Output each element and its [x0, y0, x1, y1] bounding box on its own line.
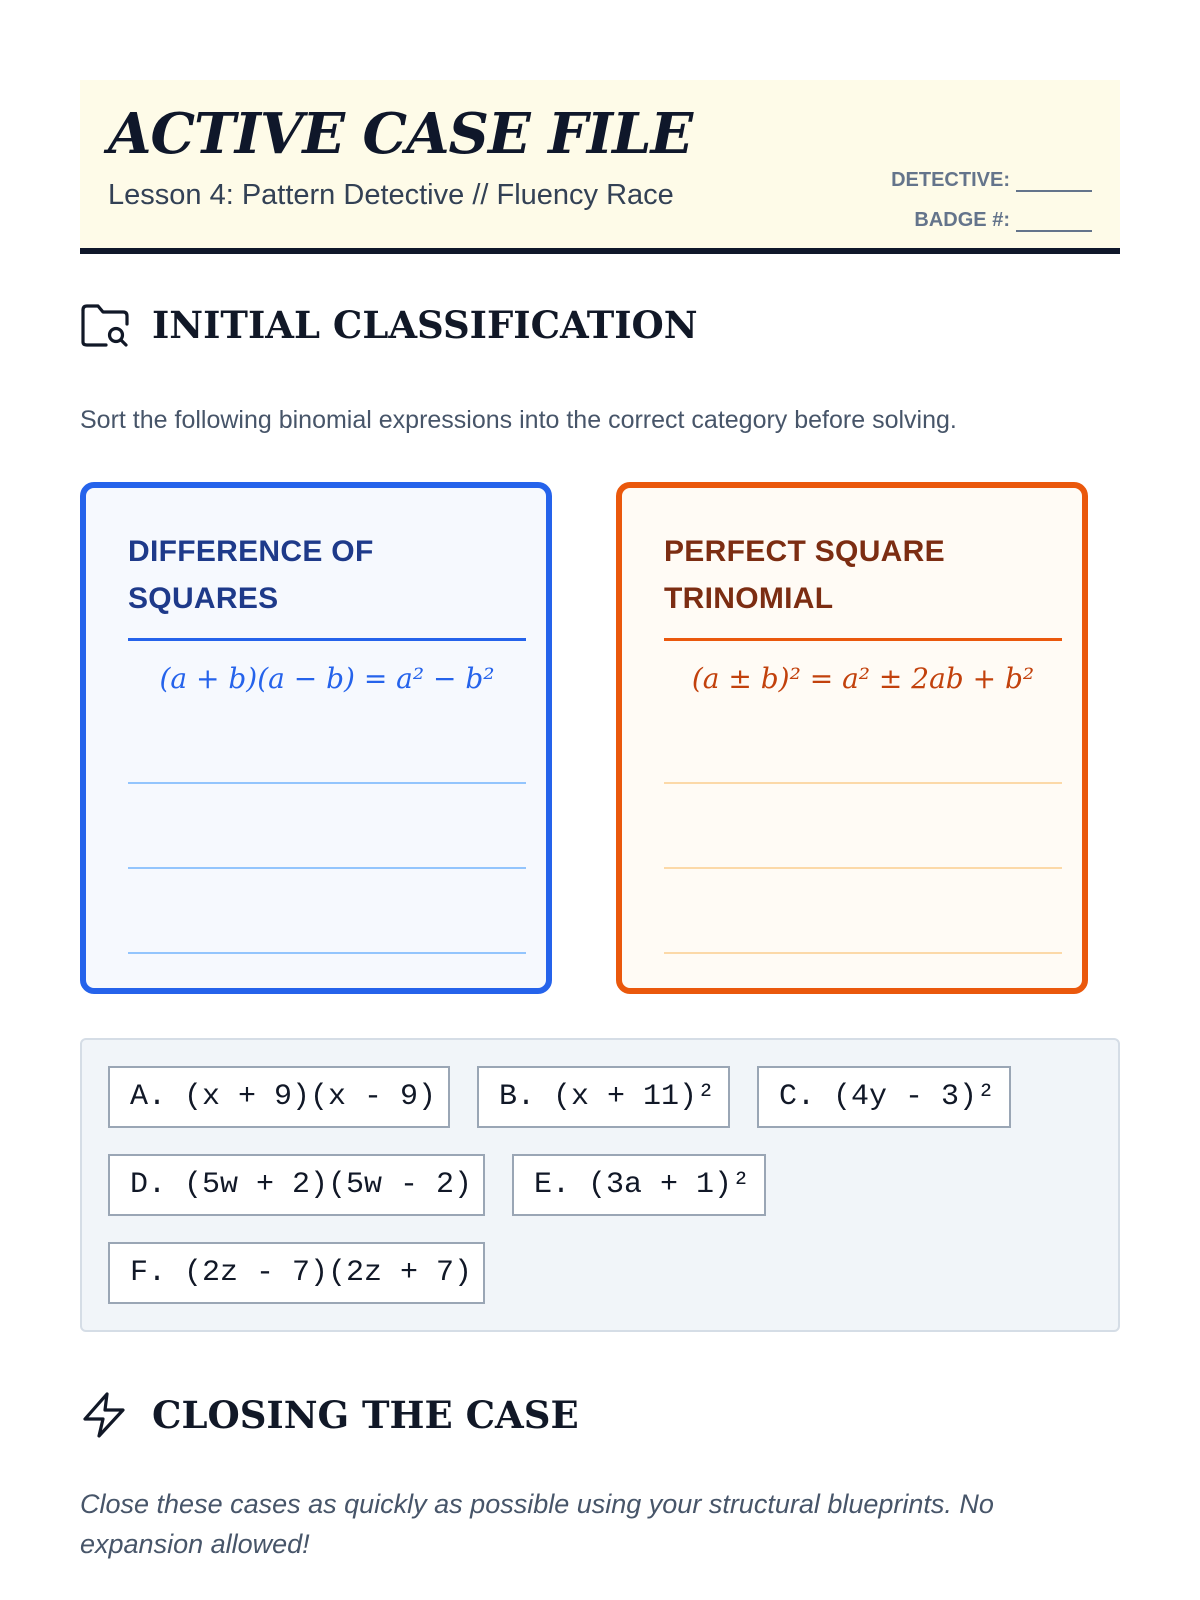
- detective-field[interactable]: [891, 152, 1092, 192]
- divider: [664, 638, 1062, 641]
- formula: (a + b)(a − b) = a² − b²: [159, 662, 495, 695]
- difference-of-squares-card[interactable]: [80, 482, 552, 994]
- closing-heading-text: CLOSING THE CASE: [152, 1393, 579, 1437]
- lesson-subtitle: Lesson 4: Pattern Detective // Fluency Race: [108, 179, 674, 211]
- expression-chip-d[interactable]: D. (5w + 2)(5w - 2): [108, 1154, 485, 1216]
- divider: [128, 638, 526, 641]
- folder-search-icon: [80, 302, 130, 348]
- perfect-square-trinomial-card[interactable]: [616, 482, 1088, 994]
- badge-field[interactable]: [891, 192, 1092, 232]
- answer-line[interactable]: [664, 867, 1062, 869]
- closing-instructions: Close these cases as quickly as possible using your structural blueprints. No expansion allowed!: [80, 1489, 994, 1559]
- card-title: PERFECT SQUARE TRINOMIAL: [664, 535, 945, 615]
- lightning-icon: [80, 1390, 130, 1440]
- classification-heading: [80, 302, 698, 348]
- answer-line[interactable]: [128, 867, 526, 869]
- answer-line[interactable]: [128, 952, 526, 954]
- detective-label: DETECTIVE:: [891, 169, 1010, 191]
- formula: (a ± b)² = a² ± 2ab + b²: [691, 662, 1035, 695]
- classification-instructions: Sort the following binomial expressions into the correct category before solving.: [80, 406, 957, 434]
- expression-chip-f[interactable]: F. (2z - 7)(2z + 7): [108, 1242, 485, 1304]
- expression-chip-c[interactable]: C. (4y - 3)²: [757, 1066, 1011, 1128]
- closing-heading: [80, 1390, 579, 1440]
- answer-line[interactable]: [664, 952, 1062, 954]
- case-title: ACTIVE CASE FILE: [108, 101, 693, 167]
- card-title: DIFFERENCE OF SQUARES: [128, 535, 374, 615]
- badge-label: BADGE #:: [914, 209, 1010, 231]
- expression-bank: [80, 1038, 1120, 1332]
- expression-chip-e[interactable]: E. (3a + 1)²: [512, 1154, 766, 1216]
- case-file-header: [80, 80, 1120, 254]
- detective-blank[interactable]: [1016, 172, 1092, 192]
- badge-blank[interactable]: [1016, 212, 1092, 232]
- answer-line[interactable]: [128, 782, 526, 784]
- expression-chip-a[interactable]: A. (x + 9)(x - 9): [108, 1066, 450, 1128]
- detective-info: [891, 152, 1092, 232]
- worksheet-page: [80, 80, 1120, 1559]
- answer-line[interactable]: [664, 782, 1062, 784]
- expression-chip-b[interactable]: B. (x + 11)²: [477, 1066, 730, 1128]
- classification-heading-text: INITIAL CLASSIFICATION: [152, 303, 698, 347]
